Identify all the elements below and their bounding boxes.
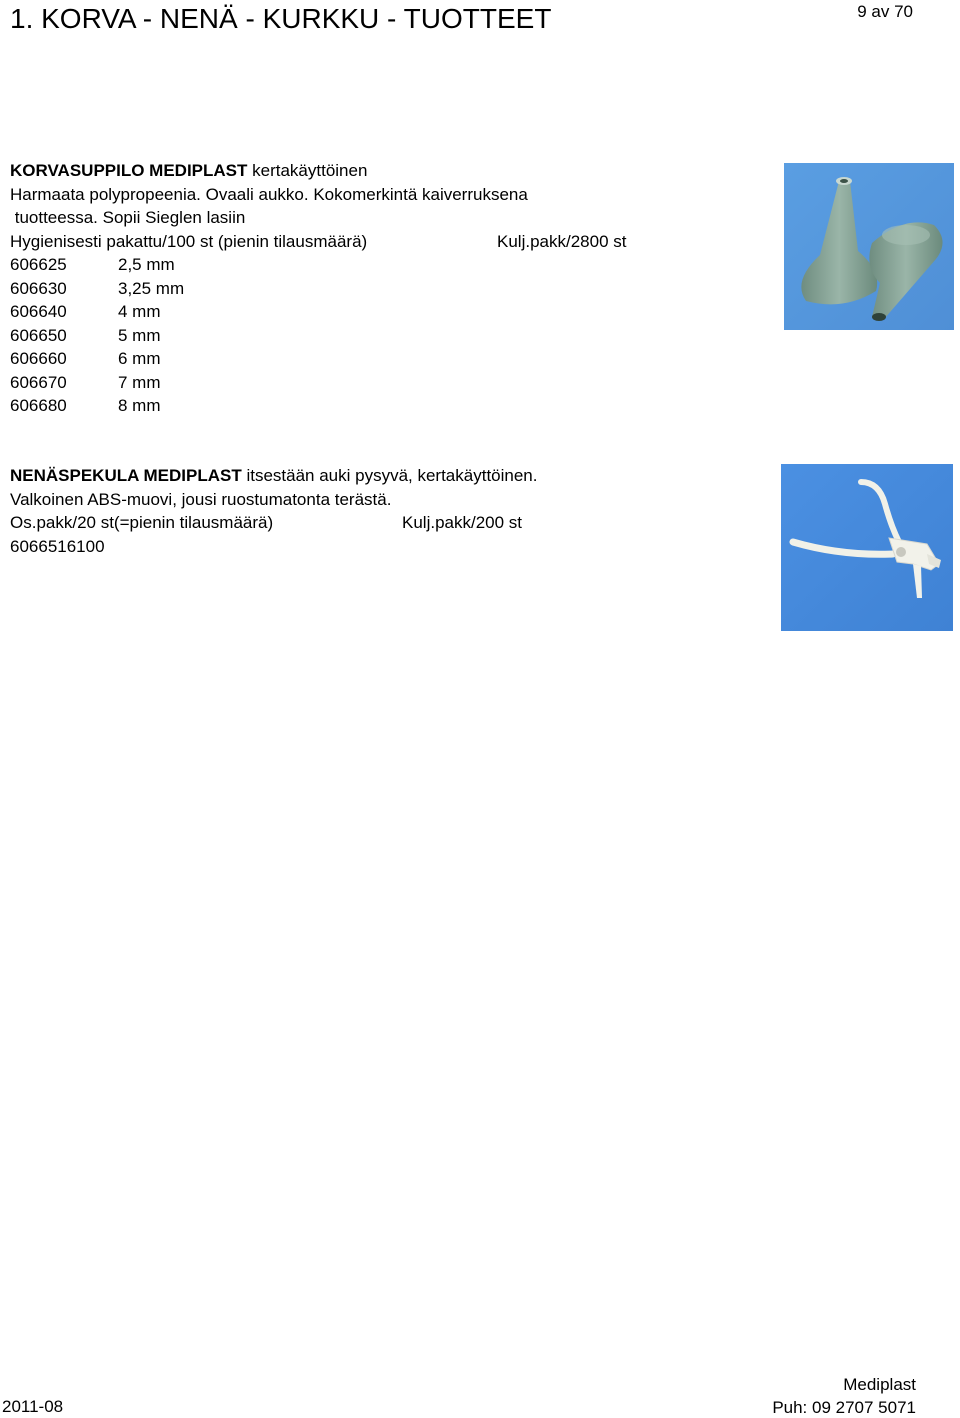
item-size: 2,5 mm <box>118 255 175 274</box>
description-line: Harmaata polypropeenia. Ovaali aukko. Kokomerkintä kaiverruksena <box>10 184 528 204</box>
item-size: 4 mm <box>118 302 161 321</box>
item-code: 6066516100 <box>10 536 105 556</box>
product-heading <box>10 464 537 488</box>
description-line: tuotteessa. Sopii Sieglen lasiin <box>10 208 246 227</box>
item-size: 5 mm <box>118 325 161 345</box>
item-code: 606670 <box>10 372 67 392</box>
product-name-suffix: itsestään auki pysyvä, kertakäyttöinen. <box>241 466 538 485</box>
page-title: 1. KORVA - NENÄ - KURKKU - TUOTTEET <box>10 3 552 34</box>
item-size: 8 mm <box>118 396 161 415</box>
description-line: Hygienisesti pakattu/100 st (pienin tilausmäärä) <box>10 231 368 251</box>
item-code: 606640 <box>10 302 67 321</box>
item-size: 3,25 mm <box>118 278 185 298</box>
ear-speculum-image <box>784 163 954 330</box>
product-name: NENÄSPEKULA MEDIPLAST <box>10 466 242 485</box>
nasal-speculum-image <box>781 464 953 631</box>
description-line: Valkoinen ABS-muovi, jousi ruostumatonta terästä. <box>10 489 392 509</box>
product-name: KORVASUPPILO MEDIPLAST <box>10 161 248 180</box>
item-code: 606630 <box>10 278 67 298</box>
product-heading <box>10 159 367 183</box>
page-number: 9 av 70 <box>857 2 913 21</box>
pack-info: Os.pakk/20 st(=pienin tilausmäärä) <box>10 513 274 532</box>
transport-pack: Kulj.pakk/2800 st <box>497 231 627 251</box>
item-size: 7 mm <box>118 372 161 392</box>
item-code: 606680 <box>10 396 67 415</box>
item-code: 606650 <box>10 325 67 345</box>
transport-pack: Kulj.pakk/200 st <box>402 513 523 532</box>
footer-phone: Puh: 09 2707 5071 <box>772 1398 916 1417</box>
item-code: 606660 <box>10 349 67 368</box>
product-name-suffix: kertakäyttöinen <box>247 161 368 180</box>
footer-company: Mediplast <box>843 1375 916 1394</box>
item-size: 6 mm <box>118 349 161 368</box>
item-code: 606625 <box>10 255 67 274</box>
footer-date: 2011-08 <box>2 1397 64 1416</box>
